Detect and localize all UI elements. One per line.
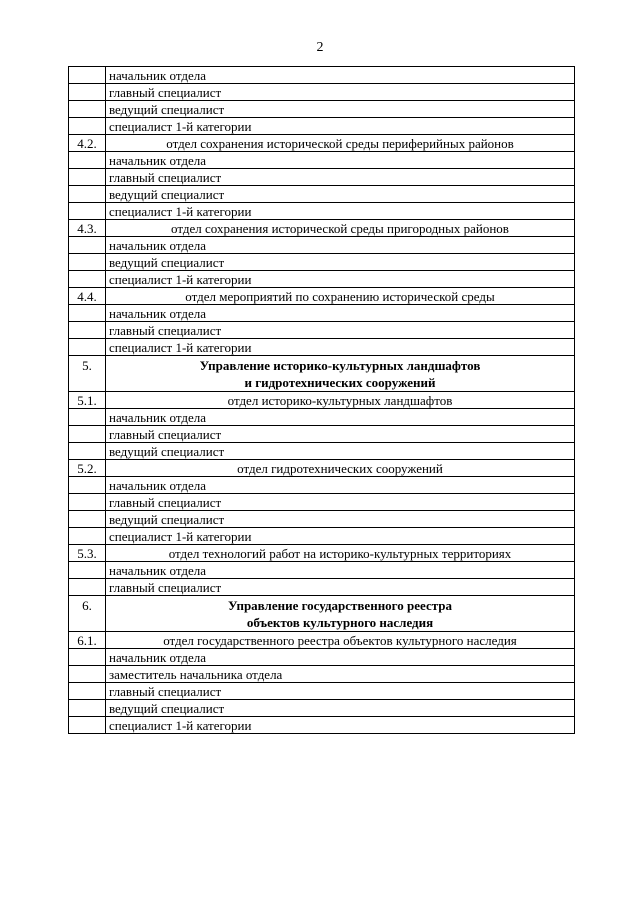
- position-title: главный специалист: [106, 84, 575, 101]
- row-number: [69, 84, 106, 101]
- position-row: [69, 67, 575, 84]
- department-title: отдел мероприятий по сохранению исторической среды: [106, 288, 575, 305]
- position-title: начальник отдела: [106, 305, 575, 322]
- row-number: 5.: [69, 356, 106, 392]
- position-title: заместитель начальника отдела: [106, 666, 575, 683]
- department-row: [69, 220, 575, 237]
- position-row: [69, 666, 575, 683]
- row-number: 5.1.: [69, 392, 106, 409]
- directorate-row: [69, 596, 575, 632]
- position-row: [69, 426, 575, 443]
- row-number: [69, 666, 106, 683]
- position-row: [69, 271, 575, 288]
- row-number: [69, 254, 106, 271]
- position-title: главный специалист: [106, 322, 575, 339]
- row-number: [69, 700, 106, 717]
- directorate-title-line: Управление историко-культурных ландшафтов: [199, 357, 481, 373]
- directorate-title-line: Управление государственного реестра: [227, 597, 452, 613]
- department-title: отдел технологий работ на историко-культурных территориях: [106, 545, 575, 562]
- row-number: [69, 511, 106, 528]
- department-row: [69, 460, 575, 477]
- position-row: [69, 562, 575, 579]
- row-number: [69, 118, 106, 135]
- position-title: специалист 1-й категории: [106, 528, 575, 545]
- position-row: [69, 322, 575, 339]
- position-title: специалист 1-й категории: [106, 717, 575, 734]
- position-title: начальник отдела: [106, 67, 575, 84]
- position-row: [69, 305, 575, 322]
- position-title: специалист 1-й категории: [106, 271, 575, 288]
- row-number: [69, 237, 106, 254]
- row-number: 5.2.: [69, 460, 106, 477]
- position-title: главный специалист: [106, 169, 575, 186]
- position-title: главный специалист: [106, 426, 575, 443]
- position-row: [69, 683, 575, 700]
- position-title: специалист 1-й категории: [106, 339, 575, 356]
- row-number: [69, 443, 106, 460]
- row-number: [69, 67, 106, 84]
- row-number: 4.3.: [69, 220, 106, 237]
- position-title: ведущий специалист: [106, 700, 575, 717]
- position-title: главный специалист: [106, 683, 575, 700]
- row-number: 6.: [69, 596, 106, 632]
- row-number: [69, 579, 106, 596]
- row-number: [69, 426, 106, 443]
- position-row: [69, 700, 575, 717]
- row-number: 5.3.: [69, 545, 106, 562]
- position-title: главный специалист: [106, 494, 575, 511]
- position-row: [69, 443, 575, 460]
- position-row: [69, 118, 575, 135]
- position-row: [69, 477, 575, 494]
- position-title: начальник отдела: [106, 477, 575, 494]
- row-number: [69, 683, 106, 700]
- row-number: 4.4.: [69, 288, 106, 305]
- row-number: [69, 409, 106, 426]
- position-title: специалист 1-й категории: [106, 118, 575, 135]
- position-row: [69, 203, 575, 220]
- position-row: [69, 409, 575, 426]
- row-number: [69, 101, 106, 118]
- position-row: [69, 254, 575, 271]
- position-title: специалист 1-й категории: [106, 203, 575, 220]
- department-row: [69, 632, 575, 649]
- position-row: [69, 511, 575, 528]
- position-row: [69, 84, 575, 101]
- department-row: [69, 392, 575, 409]
- position-row: [69, 339, 575, 356]
- position-title: начальник отдела: [106, 649, 575, 666]
- position-row: [69, 186, 575, 203]
- position-row: [69, 649, 575, 666]
- position-title: начальник отдела: [106, 152, 575, 169]
- staff-table: [68, 66, 575, 734]
- row-number: 4.2.: [69, 135, 106, 152]
- department-title: отдел сохранения исторической среды пригородных районов: [106, 220, 575, 237]
- position-row: [69, 494, 575, 511]
- department-row: [69, 545, 575, 562]
- position-title: ведущий специалист: [106, 101, 575, 118]
- row-number: [69, 528, 106, 545]
- department-row: [69, 135, 575, 152]
- position-row: [69, 101, 575, 118]
- position-title: главный специалист: [106, 579, 575, 596]
- department-row: [69, 288, 575, 305]
- row-number: [69, 322, 106, 339]
- row-number: [69, 203, 106, 220]
- position-title: начальник отдела: [106, 562, 575, 579]
- row-number: [69, 494, 106, 511]
- position-title: начальник отдела: [106, 237, 575, 254]
- row-number: 6.1.: [69, 632, 106, 649]
- position-row: [69, 237, 575, 254]
- directorate-title-line: и гидротехнических сооружений: [244, 374, 436, 390]
- directorate-title-line: объектов культурного наследия: [246, 614, 434, 630]
- position-title: начальник отдела: [106, 409, 575, 426]
- page-number: 2: [316, 40, 324, 55]
- position-row: [69, 152, 575, 169]
- directorate-title: [106, 356, 575, 392]
- department-title: отдел гидротехнических сооружений: [106, 460, 575, 477]
- row-number: [69, 271, 106, 288]
- position-title: ведущий специалист: [106, 186, 575, 203]
- position-title: ведущий специалист: [106, 443, 575, 460]
- row-number: [69, 339, 106, 356]
- row-number: [69, 649, 106, 666]
- row-number: [69, 152, 106, 169]
- row-number: [69, 562, 106, 579]
- row-number: [69, 717, 106, 734]
- position-row: [69, 579, 575, 596]
- row-number: [69, 169, 106, 186]
- position-title: ведущий специалист: [106, 254, 575, 271]
- directorate-title: [106, 596, 575, 632]
- position-row: [69, 528, 575, 545]
- department-title: отдел государственного реестра объектов культурного наследия: [106, 632, 575, 649]
- position-row: [69, 717, 575, 734]
- row-number: [69, 305, 106, 322]
- position-title: ведущий специалист: [106, 511, 575, 528]
- row-number: [69, 186, 106, 203]
- position-row: [69, 169, 575, 186]
- department-title: отдел историко-культурных ландшафтов: [106, 392, 575, 409]
- row-number: [69, 477, 106, 494]
- directorate-row: [69, 356, 575, 392]
- department-title: отдел сохранения исторической среды периферийных районов: [106, 135, 575, 152]
